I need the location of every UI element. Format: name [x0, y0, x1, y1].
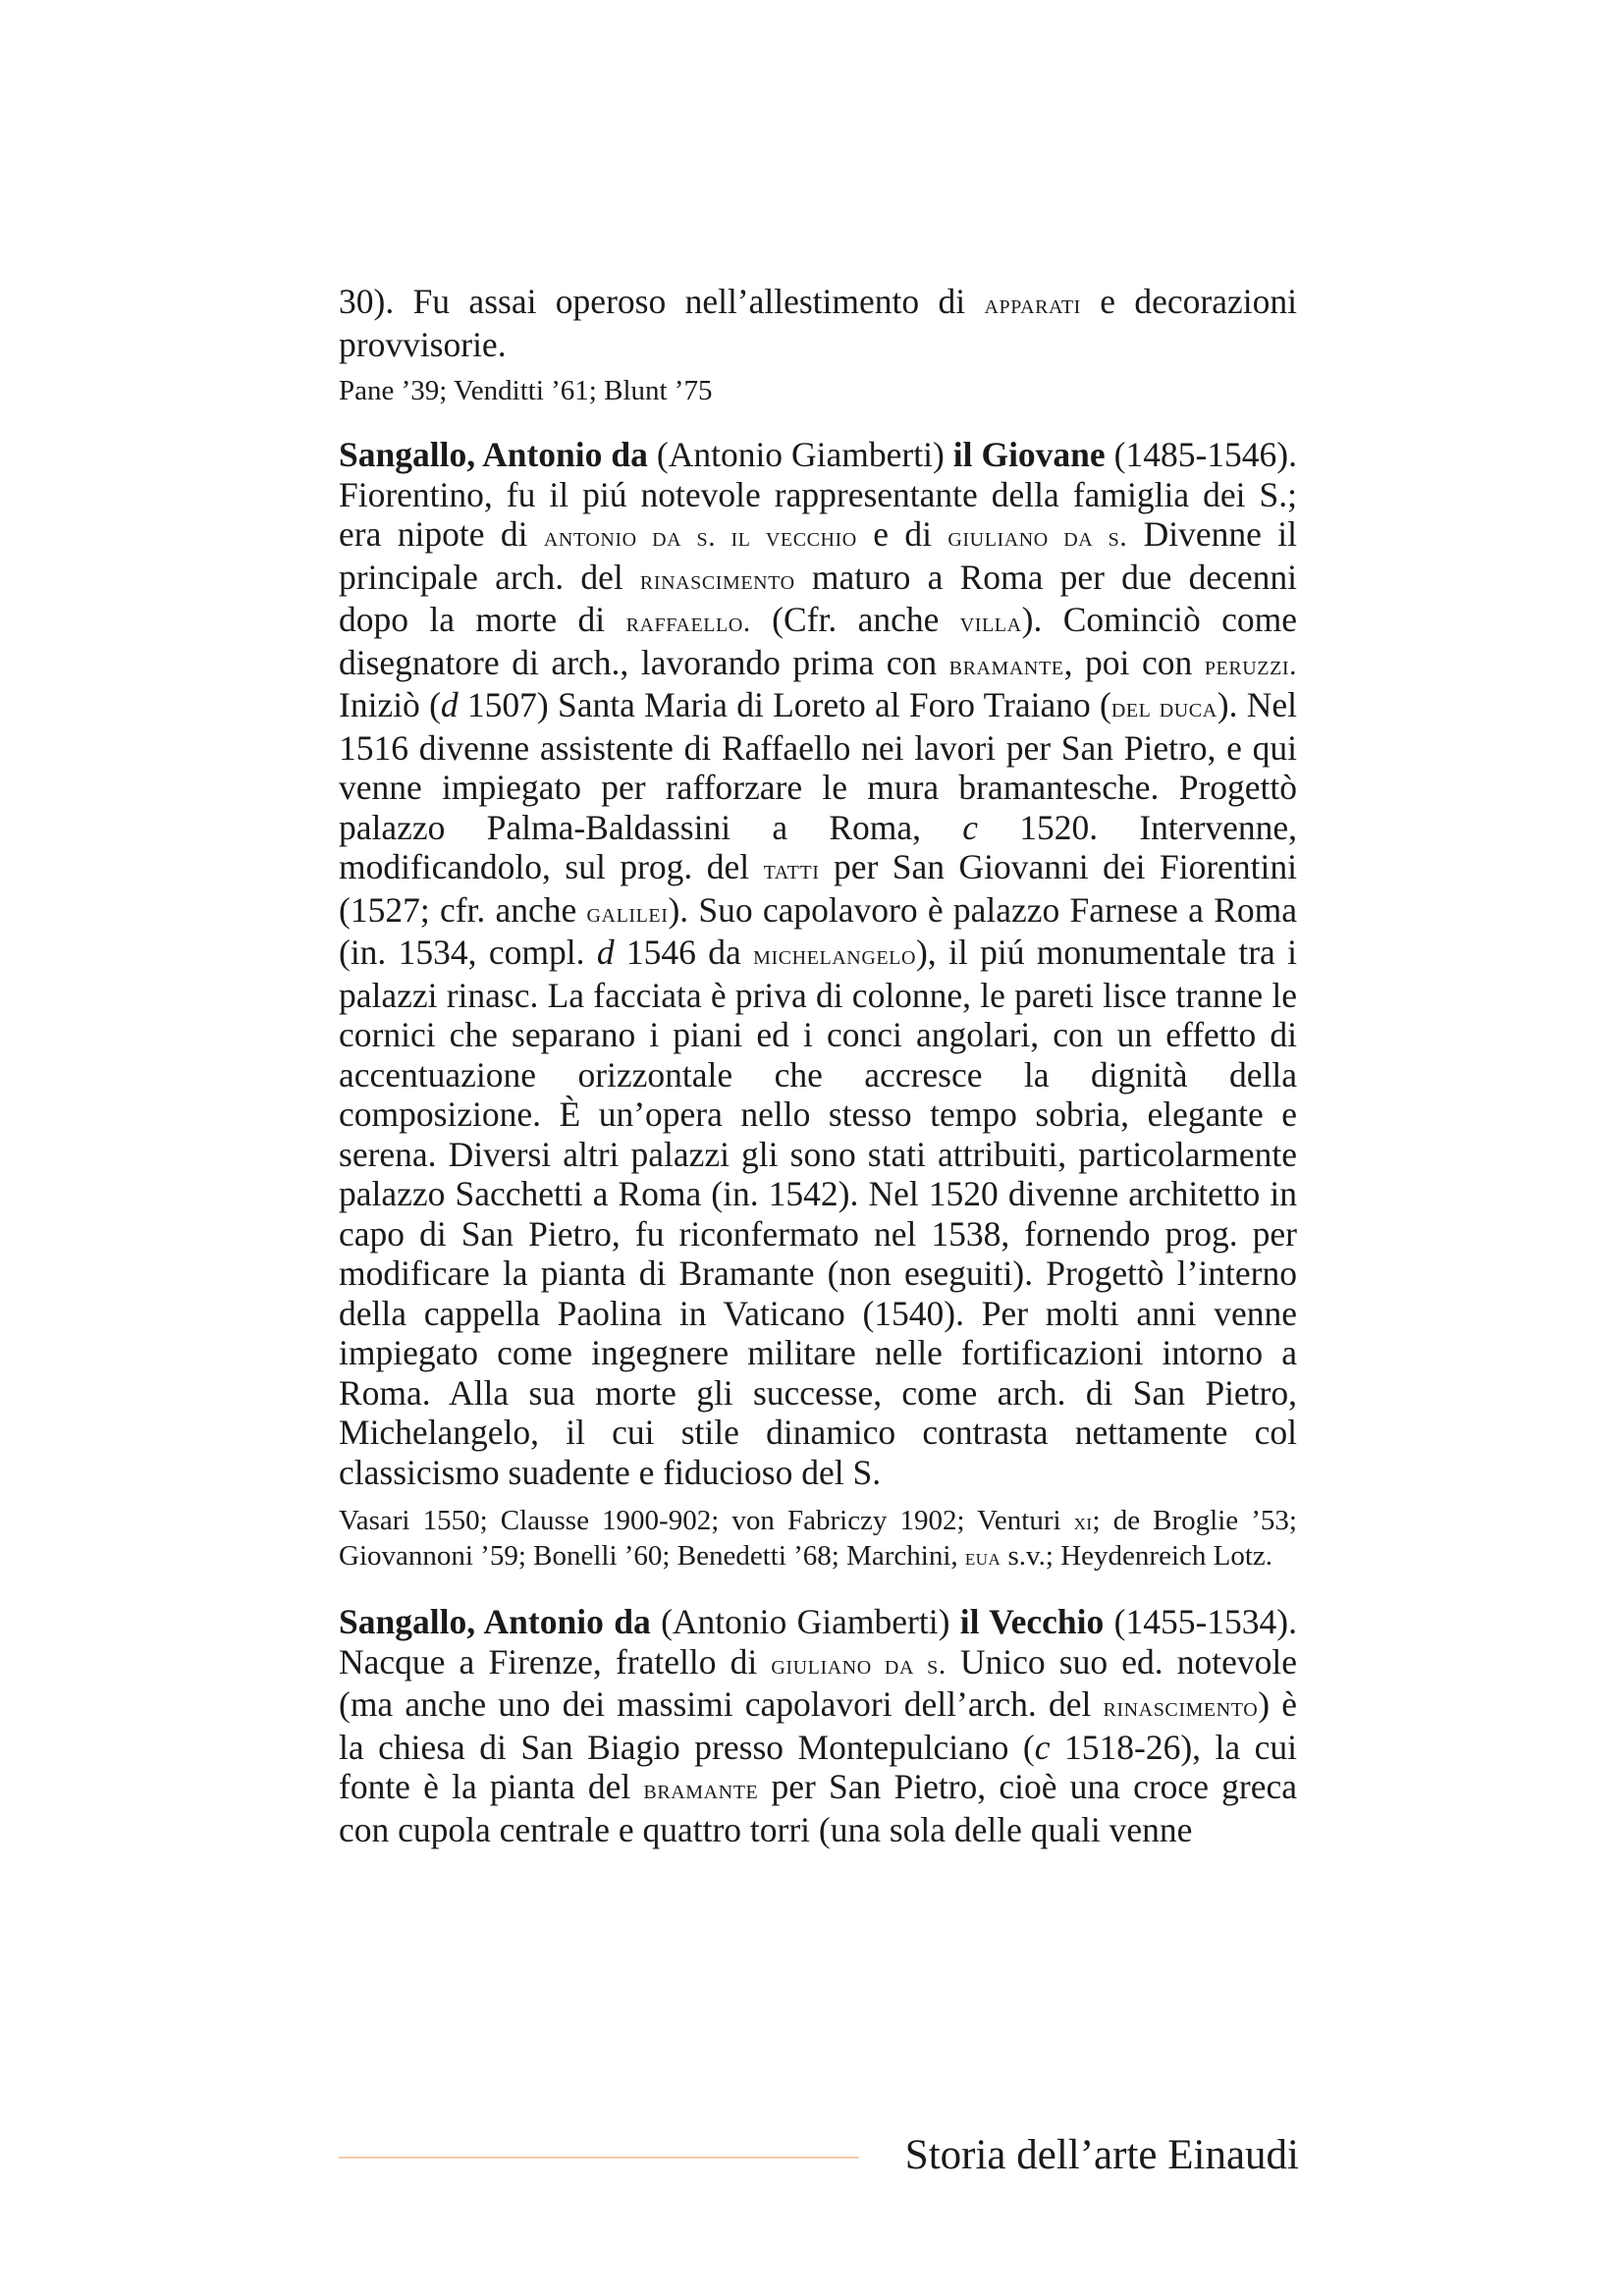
cross-reference: raffaello. — [625, 607, 751, 638]
entry-epithet: il Giovane — [952, 435, 1106, 474]
cross-reference: bramante — [948, 649, 1064, 681]
text-run: 1518-26), la cui fonte è la pianta del — [339, 1727, 1297, 1806]
text-run: Unico suo ed. notevole (ma anche uno dei massimi capolavori dell’arch. del — [339, 1641, 1297, 1724]
text-run: Vasari 1550; Clausse 1900-902; von Fabriczy 1902; Venturi — [339, 1505, 1074, 1536]
italic-abbrev: c — [1034, 1727, 1051, 1767]
text-run: ; de Broglie ’53; Giovannoni ’59; Bonelli ’60; Benedetti ’68; Marchini, — [339, 1505, 1297, 1572]
text-run: Iniziò ( — [339, 685, 441, 724]
italic-abbrev: c — [962, 807, 978, 847]
cross-reference: giuliano da s. — [947, 521, 1128, 553]
cross-reference: del duca — [1110, 692, 1217, 723]
entry-antonio-vecchio — [339, 1602, 1297, 1849]
text-run: ). Suo capolavoro è palazzo Farnese a Roma (in. 1534, compl. — [339, 889, 1297, 972]
cross-reference: rinascimento — [1103, 1691, 1259, 1723]
text-run: per San Pietro, cioè una croce greca con cupola centrale e quattro torri (una sola delle quali venne — [339, 1767, 1297, 1849]
text-run: 1520. Intervenne, modificandolo, sul prog. del — [339, 807, 1297, 886]
entry-alt-name: (Antonio Giamberti) — [650, 1602, 960, 1641]
text-run: maturo a Roma per due decenni dopo la morte di — [339, 557, 1298, 639]
entry-alt-name: (Antonio Giamberti) — [647, 435, 953, 474]
text-run: (Cfr. anche — [750, 600, 960, 639]
text-run: Pane ’39; Venditti ’61; Blunt ’75 — [339, 375, 713, 406]
text-run: e decorazioni provvisorie. — [339, 282, 1297, 364]
text-run: ). Cominciò come disegnatore di arch., lavorando prima con — [339, 600, 1297, 682]
entry-headword: Sangallo, Antonio da — [339, 435, 648, 474]
cross-reference: rinascimento — [639, 563, 795, 596]
cross-reference: giuliano da s. — [771, 1648, 947, 1681]
text-run: ). Nel 1516 divenne assistente di Raffaello nei lavori per San Pietro, e qui venne impiegato per rafforzare le mura bramantesche. Progettò palazzo Palma-Baldassini a Roma, — [339, 685, 1297, 847]
entry-antonio-giovane — [339, 435, 1297, 1492]
cross-reference: peruzzi. — [1204, 649, 1297, 681]
cross-reference: apparati — [984, 289, 1081, 320]
cross-reference: bramante — [643, 1774, 759, 1805]
text-run: 1546 da — [614, 933, 754, 972]
roman-numeral: xi — [1073, 1510, 1093, 1535]
text-run: , poi con — [1063, 642, 1205, 682]
italic-abbrev: d — [440, 685, 459, 724]
text-run: (1455-1534). Nacque a Firenze, fratello di — [339, 1602, 1298, 1682]
footer-publication-title: Storia dell’arte Einaudi — [904, 2132, 1299, 2178]
abbreviation: eua — [964, 1545, 1001, 1571]
text-run: 30). Fu assai operoso nell’allestimento di — [339, 282, 985, 321]
entry-headword: Sangallo, Antonio da — [339, 1602, 651, 1641]
bibliography-references — [339, 1504, 1297, 1575]
text-run: e di — [856, 514, 948, 554]
italic-abbrev: d — [596, 933, 615, 972]
text-run: Divenne il principale arch. del — [339, 514, 1297, 597]
cross-reference: michelangelo — [753, 939, 916, 971]
footer-rule — [339, 2157, 859, 2159]
text-run: per San Giovanni dei Fiorentini (1527; cfr. anche — [339, 847, 1297, 930]
text-run: ) è la chiesa di San Biagio presso Montepulciano ( — [339, 1684, 1297, 1767]
continued-paragraph — [339, 282, 1297, 364]
text-run: ), il piú monumentale tra i palazzi rinasc. La facciata è priva di colonne, le pareti lisce tranne le cornici che separano i piani ed i conci angolari, con un effetto di accentuazione orizzontale che accresce la dignità della composizione. È un’opera nello stesso tempo sobria, elegante e serena. Diversi altri palazzi gli sono stati attribuiti, particolarmente palazzo Sacchetti a Roma (in. 1542). Nel 1520 divenne architetto in capo di San Pietro, fu riconfermato nel 1538, fornendo prog. per modificare la pianta di Bramante (non eseguiti). Progettò l’interno della cappella Paolina in Vaticano (1540). Per molti anni venne impiegato come ingegnere militare nelle fortificazioni intorno a Roma. Alla sua morte gli successe, come arch. di San Pietro, Michelangelo, il cui stile dinamico contrasta nettamente col classicismo suadente e fiducioso del S. — [339, 933, 1298, 1492]
text-run: 1507) Santa Maria di Loreto al Foro Traiano ( — [458, 685, 1111, 724]
cross-reference: galilei — [586, 896, 669, 929]
cross-reference: tatti — [763, 854, 820, 885]
bibliography-references — [339, 374, 1297, 407]
page-body — [339, 282, 1297, 1849]
entry-epithet: il Vecchio — [959, 1602, 1105, 1641]
cross-reference: antonio da s. il vecchio — [543, 521, 857, 553]
text-run: (1485-1546). Fiorentino, fu il piú notevole rappresentante della famiglia dei S.; era nipote di — [339, 435, 1298, 554]
cross-reference: villa — [959, 607, 1022, 638]
text-run: s.v.; Heydenreich Lotz. — [1001, 1540, 1273, 1572]
